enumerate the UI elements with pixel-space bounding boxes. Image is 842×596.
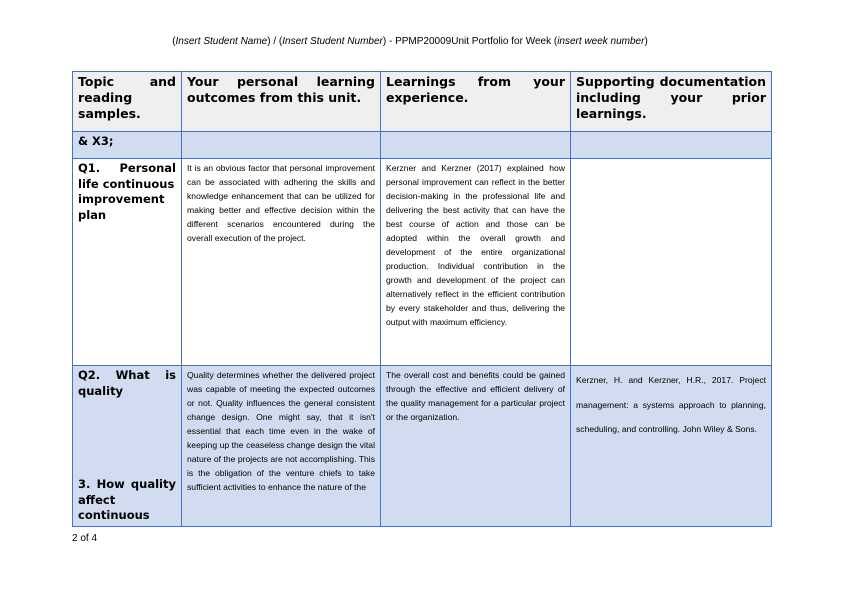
topic-q1-line: plan [78,207,107,222]
topic-q1-line: improvement [78,192,165,206]
header-topic [73,72,182,132]
header-row [73,72,772,132]
portfolio-table [72,71,772,527]
header-text: ( [172,36,176,47]
topic-q2-line: quality [78,383,124,398]
topic-q1-line: life continuous [78,176,175,191]
header-text: ) / ( [267,36,283,47]
q1-documentation [571,159,772,366]
header-text: ) - PPMP20009Unit Portfolio for Week ( [382,36,558,47]
header-documentation [571,72,772,132]
topic-q1-line: Q1. Personal [78,161,176,175]
topic-spacer [78,399,176,477]
topic-q2 [73,366,182,527]
empty-cell [182,132,381,159]
student-name-placeholder: Insert Student Name [175,36,268,47]
empty-cell [381,132,571,159]
topic-q3-line: 3. How quality [78,477,176,491]
header-outcomes-text: Your personal learning outcomes from this unit. [187,74,375,105]
header-learnings [381,72,571,132]
topic-x3: & X3; [73,132,182,159]
student-number-placeholder: Insert Student Number [282,36,383,47]
topic-q3-line: affect [78,492,116,507]
header-text: ) [644,36,648,47]
topic-q3-line: continuous [78,508,150,522]
header-topic-text: Topic and reading samples. [78,74,176,121]
empty-cell [571,132,772,159]
page-number: 2 of 4 [72,533,98,544]
header-documentation-text: Supporting documentation including your prior learnings. [576,74,766,121]
header-learnings-text: Learnings from your experience. [386,74,565,105]
q1-learnings: Kerzner and Kerzner (2017) explained how personal improvement can reflect in the better decision-making in the professional life and delivering the best activity that can have the best course of action and those can be adopted within the overall growth and development of the entire organizational production. Individual contribution in the growth and development of the project can alternatively reflect in the efficient contribution by every stakeholder and thus, delivering the output with maximum efficiency. [381,159,571,366]
topic-q2-line: Q2. What is [78,368,176,382]
topic-q1 [73,159,182,366]
q2-documentation: Kerzner, H. and Kerzner, H.R., 2017. Project management: a systems approach to planning, scheduling, and controlling. John Wiley & Sons. [571,366,772,527]
week-number-placeholder: insert week number [557,36,645,47]
q2-learnings: The overall cost and benefits could be gained through the effective and efficient delivery of the quality management for a particular project or the organization. [381,366,571,527]
table-row-q1 [73,159,772,366]
table-row-x3 [73,132,772,159]
header-outcomes [182,72,381,132]
q2-outcomes: Quality determines whether the delivered project was capable of meeting the expected outcomes or not. Quality influences the general consistent change design. One might say, that it isn't essential that each time even in the wake of keeping up the ceaseless change design the vital nature of the projects are not accomplishing. This is the obligation of the venture chiefs to take sufficient activities to enhance the nature of the [182,366,381,527]
q1-outcomes: It is an obvious factor that personal improvement can be associated with adhering the skills and knowledge enhancement that can be utilized for making better and effective decision within the different scenarios encountered during the overall execution of the project. [182,159,381,366]
table-row-q2 [73,366,772,527]
page-header [0,36,820,47]
